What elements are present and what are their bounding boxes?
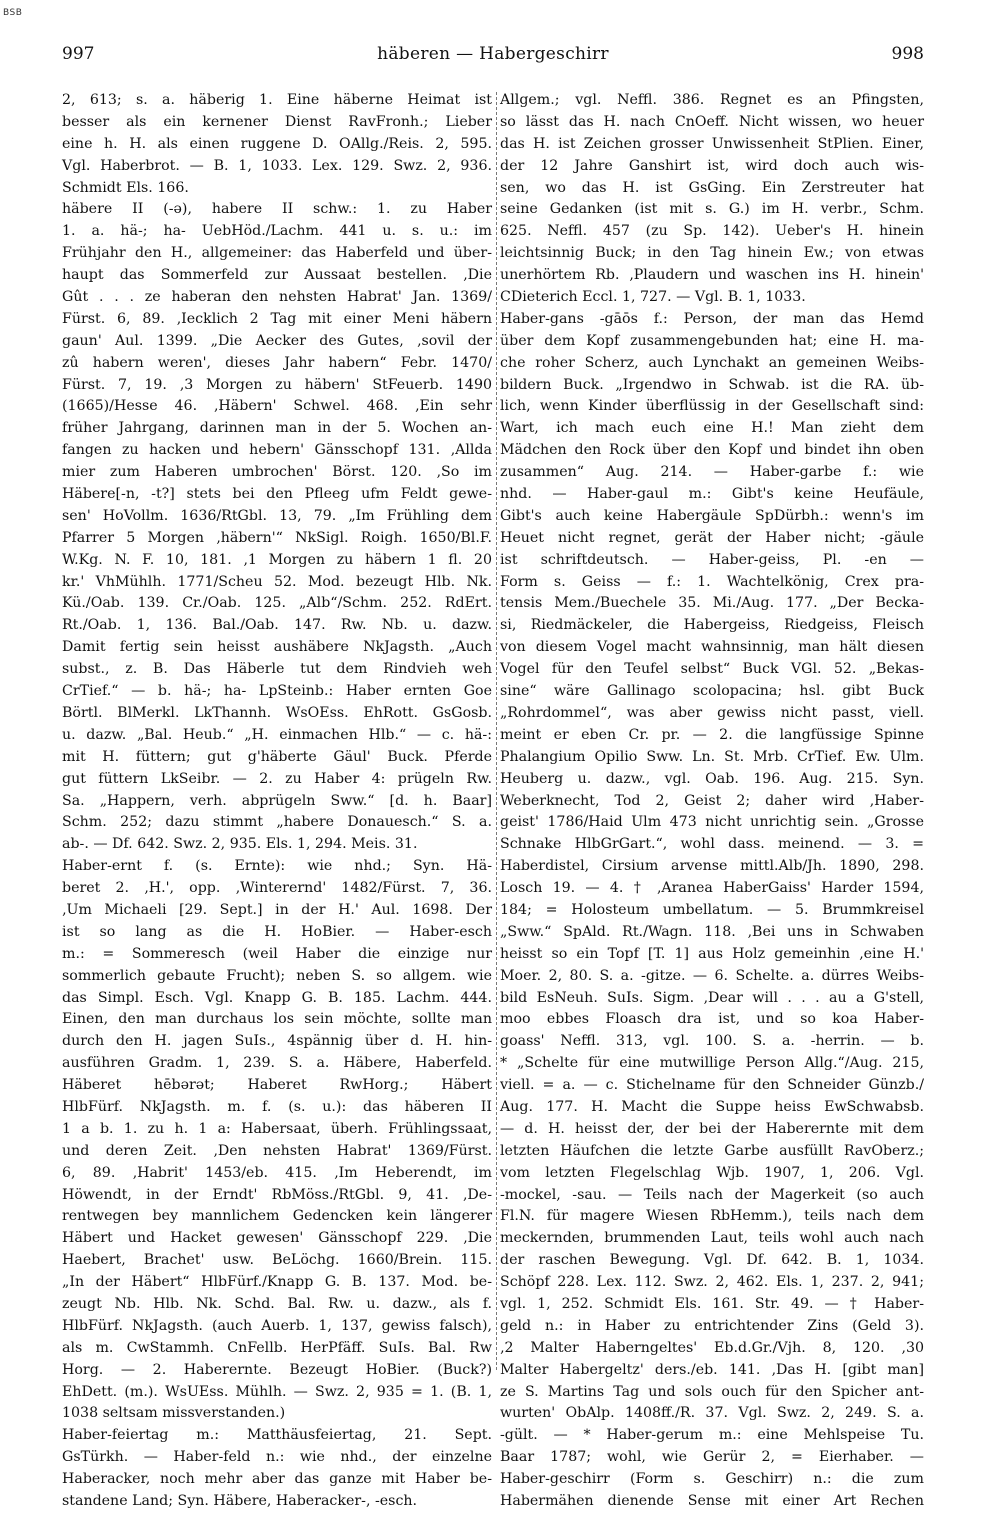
text-line: früher Jahrgang, darinnen man in der 5. Wochen an- [62, 420, 492, 437]
text-line: Form s. Geiss — f.: 1. Wachtelkönig, Crex pra- [500, 573, 924, 590]
text-line: zû habern weren', dieses Jahr habern“ Febr. 1470/ [62, 354, 492, 371]
text-line: bildern Buck. „Irgendwo in Schwab. ist die RA. üb- [500, 376, 924, 393]
right-column [500, 90, 924, 1509]
text-line: Fürst. 6, 89. ‚Iecklich 2 Tag mit einer Meni häbern [62, 310, 492, 327]
text-line: meckernden, brummenden Laut, teils wohl auch nach [500, 1230, 924, 1247]
text-line: Haber-ernt f. (s. Ernte): wie nhd.; Syn. Hä- [62, 858, 492, 875]
running-title: häberen — Habergeschirr [377, 44, 609, 64]
text-line: Wart, ich mach euch eine H.! Man zieht dem [500, 420, 924, 437]
text-line: heisst so ein Topf [T. 1] aus Holz gemeinhin ‚eine H.' [500, 945, 924, 962]
text-line: Häberet hēbərət; Haberet RwHorg.; Häbert [62, 1077, 492, 1094]
text-line: über dem Kopf zusammengebunden hat; eine H. ma- [500, 332, 924, 349]
text-line: Rt./Oab. 1, 136. Bal./Oab. 147. Rw. Nb. u. dazw. [62, 617, 492, 634]
library-stamp: BSB [3, 8, 23, 18]
text-line: so lässt das H. nach CnOeff. Nicht wissen, wo heuer [500, 113, 924, 130]
text-line: von diesem Vogel macht wahnsinnig, man hält diesen [500, 639, 924, 656]
left-column [62, 90, 492, 1509]
text-line: HlbFürf. NkJagsth. m. f. (s. u.): das häberen II [62, 1098, 492, 1115]
text-line: Horg. — 2. Haberernte. Bezeugt HoBier. (Buck?) [62, 1361, 492, 1378]
text-line: haupt das Sommerfeld zur Aussaat bestellen. ‚Die [62, 267, 492, 284]
text-line: HlbFürf. NkJagsth. (auch Auerb. 1, 137, gewiss falsch), [62, 1317, 492, 1334]
text-line: Haberacker, noch mehr aber das ganze mit Haber be- [62, 1471, 492, 1488]
text-line: subst., z. B. Das Häberle tut dem Rindvieh weh [62, 661, 492, 678]
text-line: m.: = Sommeresch (weil Haber die einzige nur [62, 945, 492, 962]
text-line: -mockel, -sau. — Teils nach der Magerkeit (so auch [500, 1186, 924, 1203]
text-line: letzten Häufchen die letzte Garbe ausfüllt RavOberz.; [500, 1142, 924, 1159]
text-line: Losch 19. — 4. † ‚Aranea HaberGaiss' Harder 1594, [500, 880, 924, 897]
text-line: geld n.: in Haber zu entrichtender Zins (Geld 3). [500, 1317, 924, 1334]
text-line: Fürst. 7, 19. ‚3 Morgen zu häbern' StFeuerb. 1490 [62, 376, 492, 393]
text-line: Pfarrer 5 Morgen ‚häbern'“ NkSigl. Roigh. 1650/Bl.F. [62, 529, 492, 546]
text-line: beret 2. ‚H.', opp. ‚Winterernd' 1482/Fürst. 7, 36. [62, 880, 492, 897]
text-line: gaun' Aul. 1399. „Die Aecker des Gutes, ‚sovil der [62, 332, 492, 349]
text-line: durch den H. jagen SuIs., 4spännig über d. H. hin- [62, 1033, 492, 1050]
text-line: Weberknecht, Tod 2, Geist 2; daher wird ‚Haber- [500, 792, 924, 809]
text-line: 2, 613; s. a. häberig 1. Eine häberne Heimat ist [62, 92, 492, 108]
text-line: Schöpf 228. Lex. 112. Swz. 2, 462. Els. 1, 237. 2, 941; [500, 1274, 924, 1291]
text-line: Damit fertig sein heisst aushäbere NkJagsth. „Auch [62, 639, 492, 656]
text-line: sommerlich gebaute Frucht); neben S. so allgem. wie [62, 967, 492, 984]
text-line: Schm. 252; dazu stimmt „habere Donauesch.“ S. a. [62, 814, 492, 831]
page-header [62, 40, 924, 70]
text-line: Heuet nicht regnet, gerät der Haber nicht; -gäule [500, 529, 924, 546]
text-line: ist so lang as die H. HoBier. — Haber-esch [62, 923, 492, 940]
text-line: W.Kg. N. F. 10, 181. ‚1 Morgen zu häbern 1 fl. 20 [62, 551, 492, 568]
text-line: ze S. Martins Tag und sols ouch für den Spicher ant- [500, 1383, 924, 1400]
text-line: Häbere[-n, -t?] stets bei den Pfleeg ufm Feldt gewe- [62, 486, 492, 503]
text-line: — d. H. heisst der, der bei der Haberernte mit dem [500, 1120, 924, 1137]
text-line: eine h. H. als einen ruggene D. OAllg./Reis. 2, 595. [62, 135, 492, 152]
page-number-right: 998 [891, 44, 924, 64]
text-line: Habermähen dienende Sense mit einer Art Rechen [500, 1493, 924, 1509]
text-line: Höwendt, in der Erndt' RbMöss./RtGbl. 9, 41. ‚De- [62, 1186, 492, 1203]
text-line: 6, 89. ‚Habrit' 1453/eb. 415. ‚Im Heberendt, im [62, 1164, 492, 1181]
text-line: vgl. 1, 252. Schmidt Els. 161. Str. 49. — † Haber- [500, 1295, 924, 1312]
text-line: wurten' ObAlp. 1408ff./R. 37. Vgl. Swz. 2, 249. S. a. [500, 1405, 924, 1422]
text-line: Haebert, Brachet' usw. BeLöchg. 1660/Brein. 115. [62, 1252, 492, 1269]
text-line: Malter Habergeltz' ders./eb. 141. ‚Das H. [gibt man] [500, 1361, 924, 1378]
text-line: viell. = a. — c. Stichelname für den Schneider Günzb./ [500, 1077, 924, 1094]
text-line: Vgl. Haberbrot. — B. 1, 1033. Lex. 129. Swz. 2, 936. [62, 157, 492, 174]
text-line: ab-. — Df. 642. Swz. 2, 935. Els. 1, 294. Meis. 31. [62, 836, 418, 853]
text-line: bild EsNeuh. SuIs. Sigm. ‚Dear will . . . au a G'stell, [500, 989, 924, 1006]
text-line: 625. Neffl. 457 (zu Sp. 142). Ueber's H. hinein [500, 223, 924, 240]
text-line: standene Land; Syn. Häbere, Haberacker-, -esch. [62, 1493, 418, 1509]
text-line: geist' 1786/Haid Ulm 473 nicht unrichtig sein. „Grosse [500, 814, 924, 831]
text-line: Schmidt Els. 166. [62, 179, 189, 196]
text-line: Sa. „Happern, verh. abprügeln Sww.“ [d. h. Baar] [62, 792, 492, 809]
text-line: „In der Häbert“ HlbFürf./Knapp G. B. 137. Mod. be- [62, 1274, 492, 1291]
text-line: 1. a. hä-; ha- UebHöd./Lachm. 441 u. s. u.: im [62, 223, 492, 240]
text-line: (1665)/Hesse 46. ‚Häbern' Schwel. 468. ‚Ein sehr [62, 398, 492, 415]
text-line: sen, wo das H. ist GsGing. Ein Zerstreuter hat [500, 179, 924, 196]
text-line: Börtl. BlMerkl. LkThannh. WsOEss. EhRott. GsGosb. [62, 704, 492, 721]
text-line: ist schriftdeutsch. — Haber-geiss, Pl. -en — [500, 551, 924, 568]
text-line: unerhörtem Rb. ‚Plaudern und waschen ins H. hinein' [500, 267, 924, 284]
text-line: der 12 Jahre Ganshirt ist, wird doch auch wis- [500, 157, 924, 174]
text-line: che roher Scherz, auch Lynchakt an gemeinen Weibs- [500, 354, 924, 371]
text-line: Phalangium Opilio Sww. Ln. St. Mrb. CrTief. Ew. Ulm. [500, 748, 924, 765]
text-line: Moer. 2, 80. S. a. -gitze. — 6. Schelte. a. dürres Weibs- [500, 967, 924, 984]
text-line: „Rohrdommel“, was aber gewiss nicht passt, viell. [500, 704, 924, 721]
text-line: tensis Mem./Buechele 35. Mi./Aug. 177. „Der Becka- [500, 595, 924, 612]
text-line: fangen zu hacken und hebern' Gänsschopf 131. ‚Allda [62, 442, 492, 459]
text-line: CDieterich Eccl. 1, 727. — Vgl. B. 1, 1033. [500, 289, 806, 306]
text-line: gut füttern LkSeibr. — 2. zu Haber 4: prügeln Rw. [62, 770, 492, 787]
text-line: CrTief.“ — b. hä-; ha- LpSteinb.: Haber ernten Goe [62, 683, 492, 700]
text-line: das H. ist Zeichen grosser Unwissenheit StPlien. Einer, [500, 135, 924, 152]
text-line: kr.' VhMühlh. 1771/Scheu 52. Mod. bezeugt Hlb. Nk. [62, 573, 492, 590]
text-line: sen' HoVollm. 1636/RtGbl. 13, 79. „Im Frühling dem [62, 507, 492, 524]
text-line: Vogel für den Teufel selbst“ Buck VGl. 52. „Bekas- [500, 661, 924, 678]
text-line: * „Schelte für eine mutwillige Person Allg.“/Aug. 215, [500, 1055, 924, 1072]
text-line: mit H. füttern; gut g'häberte Gäul' Buck. Pferde [62, 748, 492, 765]
text-line: sine“ wäre Gallinago scolopacina; hsl. gibt Buck [500, 683, 924, 700]
text-line: si, Riedmäckeler, die Habergeiss, Riedgeiss, Fleisch [500, 617, 924, 634]
page-number-left: 997 [62, 44, 95, 64]
text-line: Haber-geschirr (Form s. Geschirr) n.: die zum [500, 1471, 924, 1488]
text-line: Aug. 177. H. Macht die Suppe heiss EwSchwabsb. [500, 1098, 924, 1115]
text-line: Haberdistel, Cirsium arvense mittl.Alb/Jh. 1890, 298. [500, 858, 924, 875]
column-divider [496, 92, 497, 1370]
text-line: rentwegen bey mannlichem Gedencken kein längerer [62, 1208, 492, 1225]
text-line: zeugt Nb. Hlb. Nk. Schd. Bal. Rw. u. dazw., als f. [62, 1295, 492, 1312]
text-line: moo ebbes Floasch dra ist, und so koa Haber- [500, 1011, 924, 1028]
text-line: Baar 1787; wohl, wie Gerür 2, = Eierhaber. — [500, 1449, 924, 1466]
text-line: leichtsinnig Buck; in den Tag hinein Ew.; von etwas [500, 245, 924, 262]
text-line: GsTürkh. — Haber-feld n.: wie nhd., der einzelne [62, 1449, 492, 1466]
text-line: Gût . . . ze haberan den nehsten Habrat' Jan. 1369/ [62, 289, 492, 306]
text-line: u. dazw. „Bal. Heub.“ „H. einmachen Hlb.“ — c. hä-: [62, 726, 492, 743]
text-line: EhDett. (m.). WsUEss. Mühlh. — Swz. 2, 935 = 1. (B. 1, [62, 1383, 492, 1400]
text-line: Schnake HlbGrGart.“, wohl dass. meinend. — 3. = [500, 836, 924, 853]
text-line: Heuberg u. dazw., vgl. Oab. 196. Aug. 215. Syn. [500, 770, 924, 787]
text-line: mier zum Haberen umbrochen' Börst. 120. ‚So im [62, 464, 492, 481]
text-line: -gült. — * Haber-gerum m.: eine Mehlspeise Tu. [500, 1427, 924, 1444]
text-line: 1038 seltsam missverstanden.) [62, 1405, 286, 1422]
text-line: Allgem.; vgl. Neffl. 386. Regnet es an Pfingsten, [500, 92, 924, 108]
text-line: das Simpl. Esch. Vgl. Knapp G. B. 185. Lachm. 444. [62, 989, 492, 1006]
text-line: Häbert und Hacket gewesen' Gänsschopf 229. ‚Die [62, 1230, 492, 1247]
text-line: 1 a b. 1. zu h. 1 a: Habersaat, überh. Frühlingssaat, [62, 1120, 492, 1137]
text-line: Einen, den man durchaus los sein möchte, sollte man [62, 1011, 492, 1028]
text-line: meint er eben Cr. pr. — 2. die langfüssige Spinne [500, 726, 924, 743]
text-line: „Sww.“ SpAld. Rt./Wagn. 118. ‚Bei uns in Schwaben [500, 923, 924, 940]
text-line: goass' Neffl. 313, vgl. 100. S. a. -herrin. — b. [500, 1033, 924, 1050]
text-line: Mädchen den Rock über den Kopf und bindet ihn oben [500, 442, 924, 459]
text-line: zusammen“ Aug. 214. — Haber-garbe f.: wie [500, 464, 924, 481]
text-line: 184; = Holosteum umbellatum. — 5. Brummkreisel [500, 901, 924, 918]
text-line: ‚2 Malter Haberngeltes' Eb.d.Gr./Vjh. 8, 120. ‚30 [500, 1339, 924, 1356]
text-line: ‚Um Michaeli [29. Sept.] in der H.' Aul. 1698. Der [62, 901, 492, 918]
text-line: Kü./Oab. 139. Cr./Oab. 125. „Alb“/Schm. 252. RdErt. [62, 595, 492, 612]
text-line: Haber-gans -gāōs f.: Person, der man das Hemd [500, 310, 924, 327]
text-line: lich, wenn Kinder überflüssig in der Gesellschaft sind: [500, 398, 924, 415]
text-line: besser als ein kernener Dienst RavFronh.; Lieber [62, 113, 492, 130]
text-line: nhd. — Haber-gaul m.: Gibt's keine Heufäule, [500, 486, 924, 503]
text-line: und deren Zeit. ‚Den nehsten Habrat' 1369/Fürst. [62, 1142, 492, 1159]
text-line: Haber-feiertag m.: Matthäusfeiertag, 21. Sept. [62, 1427, 492, 1444]
text-line: ausführen Gradm. 1, 239. S. a. Häbere, Haberfeld. [62, 1055, 492, 1072]
text-line: häbere II (-ə), habere II schw.: 1. zu Haber [62, 201, 492, 218]
text-line: als m. CwStammh. CnFellb. HerPfäff. SuIs. Bal. Rw [62, 1339, 492, 1356]
text-line: Gibt's auch keine Habergäule SpDürbh.: wenn's im [500, 507, 924, 524]
text-line: Frühjahr den H., allgemeiner: das Haberfeld und über- [62, 245, 492, 262]
text-line: vom letzten Flegelschlag Wjb. 1907, 1, 206. Vgl. [500, 1164, 924, 1181]
text-line: Fl.N. für magere Wiesen RbHemm.), teils nach dem [500, 1208, 924, 1225]
text-line: seine Gedanken (ist mit s. G.) im H. verbr., Schm. [500, 201, 924, 218]
text-line: der raschen Bewegung. Vgl. Df. 642. B. 1, 1034. [500, 1252, 924, 1269]
